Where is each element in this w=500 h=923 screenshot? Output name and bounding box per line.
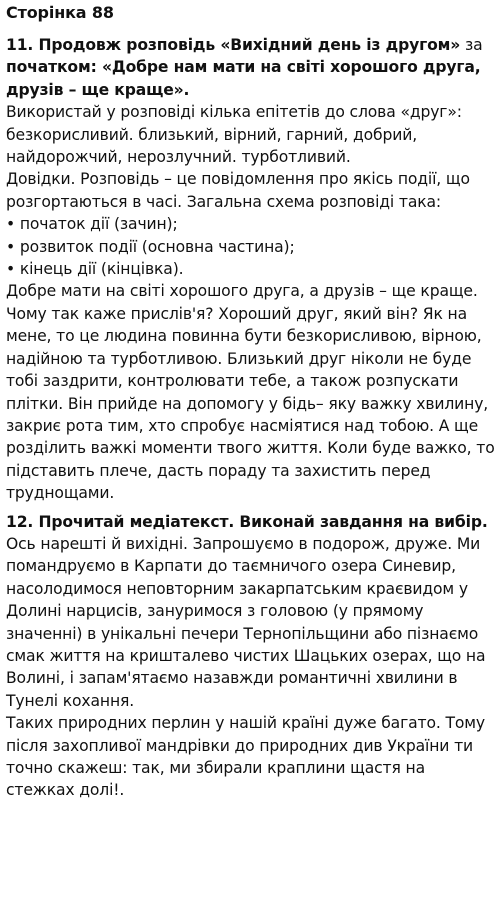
page-number-heading: Сторінка 88 (6, 3, 114, 22)
task-12-paragraph-1: Ось нарешті й вихідні. Запрошуємо в подорож, друже. Ми помандруємо в Карпати до таємничого озера Синевир, насолодимося неповторним закарпатським краєвидом у Долині нарцисів, зануримося з головою (у прямому значенні) в унікальні печери Тернопільщини або пізнаємо смак життя на кришталево чистих Шацьких озерах, що на Волині, і запам'ятаємо назавжди романтичні хвилини в Тунелі кохання. (6, 534, 486, 710)
task-11-title-part-3: початком: «Добре нам мати на світі хорошого друга, друзів – ще краще». (6, 58, 481, 99)
task-11-story: Добре мати на світі хорошого друга, а друзів – ще краще. Чому так каже прислів'я? Хороший друг, який він? Як на мене, то це людина повинна бути безкорисливою, вірною, надійною та турботливою. Близький друг ніколи не буде тобі заздрити, контролювати тебе, а також розпускати плітки. Він прийде на допомогу у бідь– яку важку хвилину, закриє рота тим, хто спробує насміятися над тобою. А ще розділить важкі моменти твого життя. Коли буде важко, то підставить плече, дасть пораду та захистить перед труднощами. (6, 282, 495, 503)
story-plan-list (6, 213, 496, 280)
task-12-paragraph-2: Таких природних перлин у нашій країні дуже багато. Тому після захопливої мандрівки до природних див України ти точно скажеш: так, ми збирали краплини щастя на стежках долі!. (6, 714, 485, 800)
story-plan-item: • кінець дії (кінцівка). (6, 260, 184, 279)
task-11-title-part-1: 11. Продовж розповідь «Вихідний день із другом» (6, 36, 461, 54)
task-11-title-part-2: за (460, 36, 483, 54)
task-11-title (6, 34, 496, 101)
story-plan-item: • початок дії (зачин); (6, 215, 178, 234)
task-11 (6, 34, 496, 505)
page (6, 2, 496, 802)
story-plan-item: • розвиток події (основна частина); (6, 237, 295, 256)
task-11-reference: Довідки. Розповідь – це повідомлення про якісь події, що розгортаються в часі. Загальна схема розповіді така: (6, 170, 470, 211)
task-12 (6, 511, 496, 802)
task-12-title: 12. Прочитай медіатекст. Виконай завдання на вибір. (6, 512, 488, 531)
task-11-instruction: Використай у розповіді кілька епітетів до слова «друг»: безкорисливий. близький, вірний, гарний, добрий, найдорожчий, нерозлучний. турботливий. (6, 103, 462, 167)
